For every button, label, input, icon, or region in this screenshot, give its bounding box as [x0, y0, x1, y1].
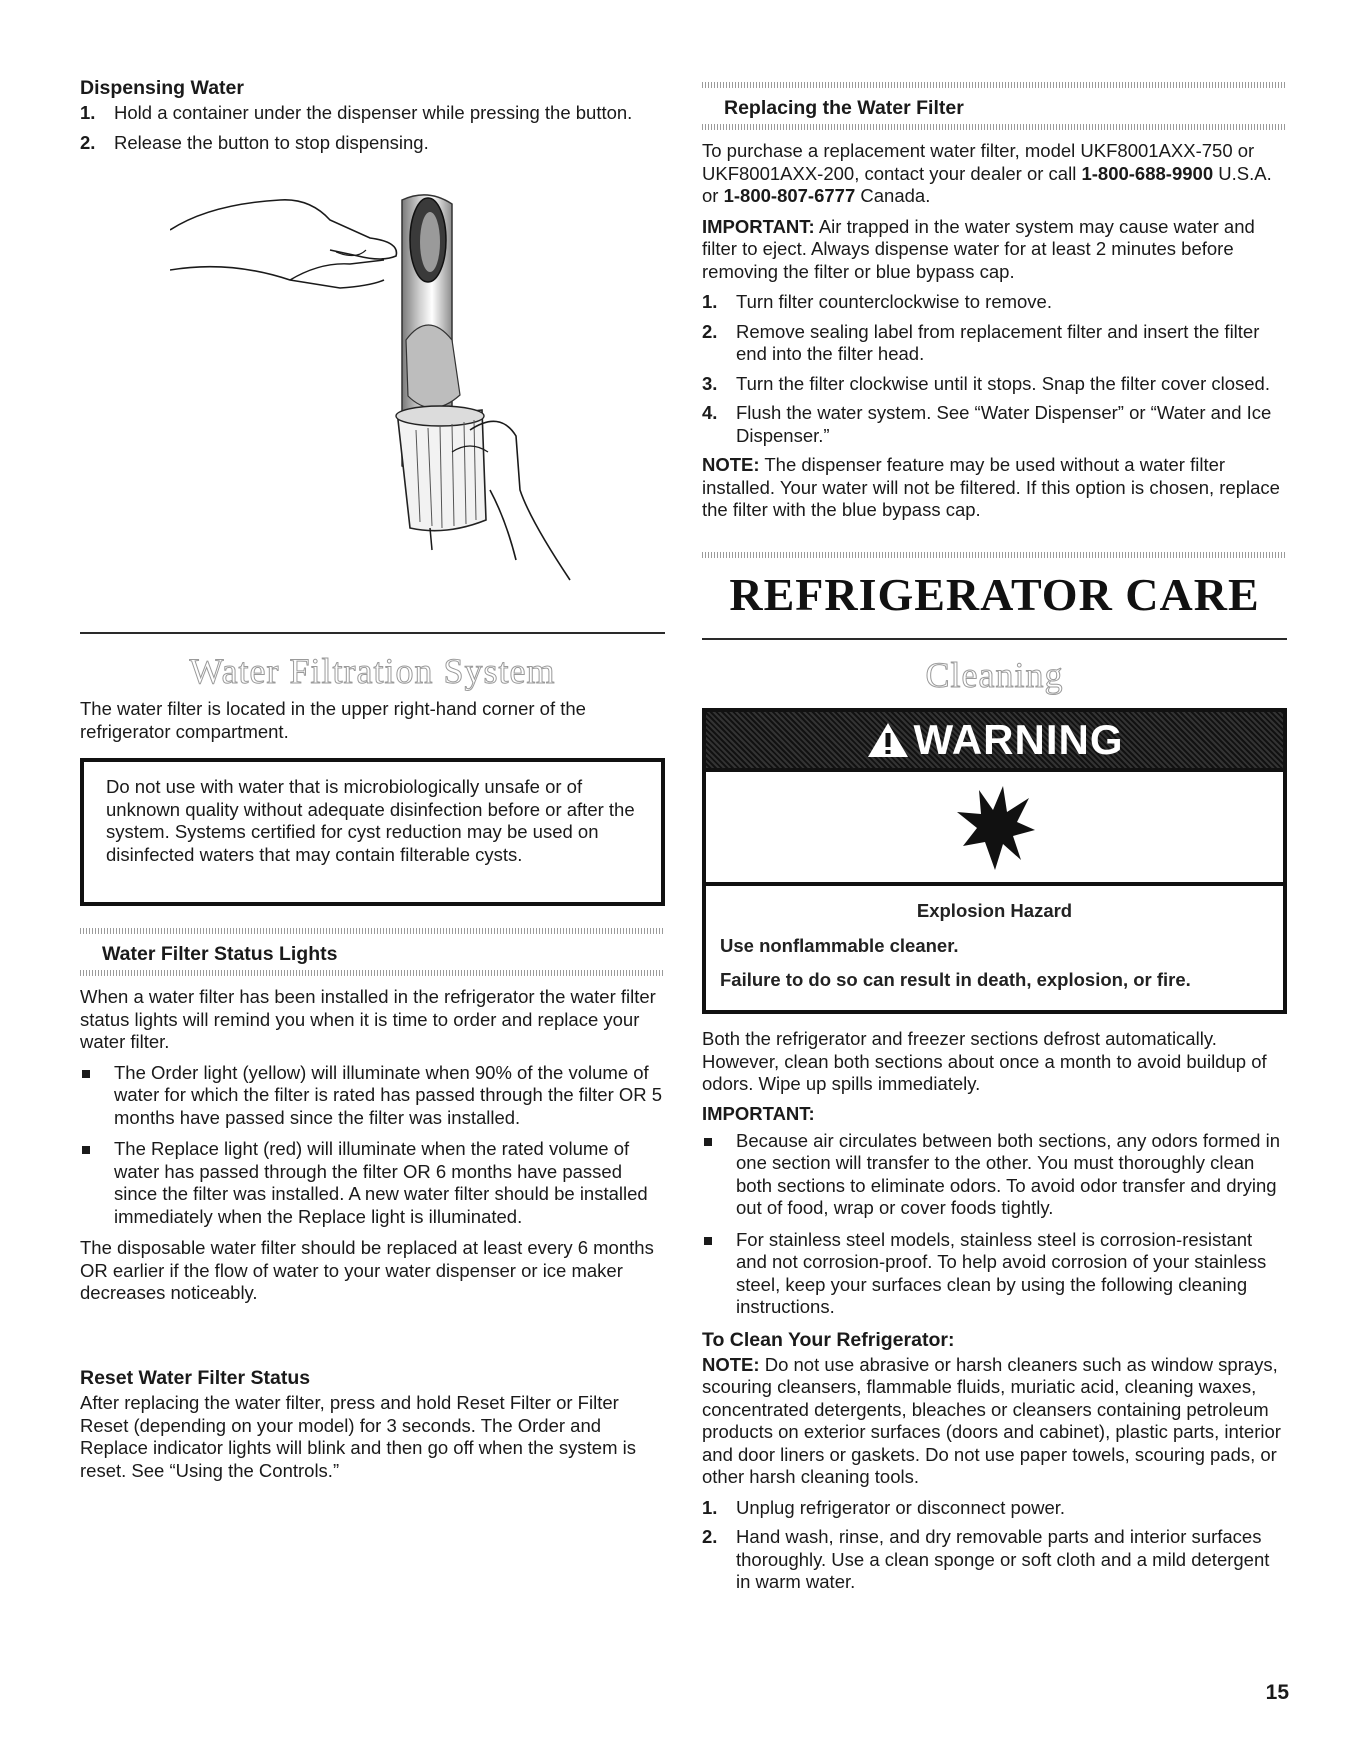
warning-header [706, 712, 1283, 772]
important-label: IMPORTANT: [702, 215, 815, 237]
clean-steps [702, 1497, 1287, 1594]
step-text: Hold a container under the dispenser while pressing the button. [114, 102, 633, 123]
status-lights-intro: When a water filter has been installed in the refrigerator the water filter status lights will remind you when it is time to order and replace your water filter. [80, 986, 656, 1052]
step-number: 2. [702, 320, 718, 342]
notice-text: Do not use with water that is microbiologically unsafe or of unknown quality without adequate disinfection before or after the system. Systems certified for cyst reduction may be used on disinfected waters that may contain filterable cysts. [106, 776, 635, 865]
defrost-text: Both the refrigerator and freezer sections defrost automatically. However, clean both sections about once a month to avoid buildup of odors. Wipe up spills immediately. [702, 1028, 1267, 1094]
purchase-text [702, 140, 1287, 208]
dotted-rule [702, 124, 1287, 130]
list-item [702, 321, 1287, 366]
status-lights-bullets [80, 1062, 665, 1229]
section-divider [80, 632, 665, 634]
warning-text [706, 886, 1283, 1016]
list-item: Because air circulates between both sections, any odors formed in one section will transfer to the other. You must thoroughly clean both sections to eliminate odors. To avoid odor transfer and drying out of food, wrap or cover foods tightly. [702, 1130, 1287, 1220]
dotted-rule [702, 82, 1287, 88]
care-title: REFRIGERATOR CARE [729, 569, 1260, 620]
list-item: The Replace light (red) will illuminate when the rated volume of water has passed through the filter OR 6 months have passed since the filter was installed. A new water filter should be installed immediately when the Replace light is illuminated. [80, 1138, 665, 1228]
step-text: Turn the filter clockwise until it stops. Snap the filter cover closed. [736, 372, 1270, 394]
important-text: Air trapped in the water system may cause water and filter to eject. Always dispense water for at least 2 minutes before removing the filter or blue bypass cap. [702, 215, 1255, 282]
dotted-rule [80, 928, 665, 934]
step-text: Flush the water system. See “Water Dispenser” or “Water and Ice Dispenser.” [736, 402, 1272, 446]
list-item [702, 291, 1287, 314]
explosion-icon [955, 784, 1035, 870]
step-number: 3. [702, 372, 718, 394]
dotted-rule [702, 552, 1287, 558]
step-number: 2. [80, 131, 96, 153]
list-item [702, 402, 1287, 447]
step-text: Remove sealing label from replacement filter and insert the filter end into the filter head. [736, 320, 1260, 364]
list-item [702, 373, 1287, 396]
dotted-rule [80, 970, 665, 976]
warning-line-1: Use nonflammable cleaner. [720, 935, 959, 956]
page-number: 15 [1265, 1681, 1289, 1704]
reset-heading: Reset Water Filter Status [80, 1367, 311, 1389]
note-label: NOTE: [702, 454, 760, 475]
important-heading: IMPORTANT: [702, 1102, 815, 1124]
reset-section [80, 1366, 665, 1482]
replacing-body [702, 140, 1287, 522]
replacing-heading: Replacing the Water Filter [724, 97, 964, 119]
hazard-title: Explosion Hazard [916, 900, 1073, 921]
warning-line-2: Failure to do so can result in death, explosion, or fire. [720, 969, 1191, 990]
clean-note [702, 1354, 1287, 1489]
purchase-text-c: Canada. [855, 185, 931, 206]
step-number: 2. [702, 1526, 718, 1547]
step-text: Release the button to stop dispensing. [114, 131, 429, 153]
important-paragraph [702, 216, 1287, 284]
step-number: 1. [702, 1496, 718, 1518]
cleaning-body [702, 1028, 1287, 1601]
clean-note-text: Do not use abrasive or harsh cleaners such as window sprays, scouring cleansers, flammable fluids, muriatic acid, cleaning waxes, concentrated detergents, bleaches or cleansers containing petroleum products on exterior surfaces (doors and cabinet), plastic parts, interior and door liners or gaskets. Do not use paper towels, scouring pads, or other harsh cleaning tools. [702, 1353, 1281, 1487]
step-number: 4. [702, 402, 718, 423]
list-item: For stainless steel models, stainless steel is corrosion-resistant and not corrosion-proof. To help avoid corrosion of your stainless steel, keep your surfaces clean by using the following cleaning instructions. [702, 1229, 1287, 1319]
list-item [702, 1497, 1287, 1520]
list-item [80, 102, 665, 125]
status-lights-closing: The disposable water filter should be replaced at least every 6 months OR earlier if the flow of water to your water dispenser or ice maker decreases noticeably. [80, 1237, 654, 1303]
step-text: Hand wash, rinse, and dry removable parts and interior surfaces thoroughly. Use a clean sponge or soft cloth and a mild detergent in warm water. [736, 1526, 1270, 1592]
warning-triangle-icon [866, 721, 910, 759]
step-number: 1. [80, 102, 96, 123]
step-number: 1. [702, 291, 718, 312]
purchase-text-a: To purchase a replacement water filter, model UKF8001AXX-750 or UKF8001AXX-200, contact your dealer or call [702, 140, 1255, 184]
list-item [80, 132, 665, 155]
dispensing-heading: Dispensing Water [80, 77, 244, 99]
status-lights-heading: Water Filter Status Lights [102, 943, 338, 965]
list-item [702, 1526, 1287, 1594]
filtration-title: Water Filtration System [189, 651, 556, 691]
section-divider [702, 638, 1287, 640]
warning-box [702, 708, 1287, 1014]
note-text: The dispenser feature may be used without a water filter installed. Your water will not be filtered. If this option is chosen, replace the filter with the blue bypass cap. [702, 454, 1280, 520]
note-paragraph [702, 454, 1287, 522]
reset-text: After replacing the water filter, press and hold Reset Filter or Filter Reset (depending on your model) for 3 seconds. The Order and Replace indicator lights will blink and then go off when the system is reset. See “Using the Controls.” [80, 1392, 636, 1481]
step-text: Turn filter counterclockwise to remove. [736, 291, 1052, 312]
step-text: Unplug refrigerator or disconnect power. [736, 1496, 1066, 1518]
clean-heading: To Clean Your Refrigerator: [702, 1328, 955, 1351]
cleaning-bullets [702, 1130, 1287, 1319]
phone-canada: 1-800-807-6777 [723, 185, 856, 206]
purchase-text-b: U.S.A. or [702, 162, 1272, 206]
warning-label: WARNING [913, 716, 1124, 763]
clean-note-label: NOTE: [702, 1353, 760, 1375]
dispensing-steps [80, 102, 665, 154]
phone-us: 1-800-688-9900 [1081, 162, 1214, 184]
notice-box [80, 758, 665, 906]
dispenser-illustration [170, 190, 590, 610]
filtration-intro: The water filter is located in the upper right-hand corner of the refrigerator compartment. [80, 698, 586, 742]
replacing-steps [702, 291, 1287, 447]
cleaning-title: Cleaning [925, 655, 1064, 695]
warning-icon-area [706, 772, 1283, 886]
status-lights-body [80, 986, 665, 1305]
list-item: The Order light (yellow) will illuminate when 90% of the volume of water for which the filter is rated has passed through the filter OR 5 months have passed since the filter was installed. [80, 1062, 665, 1130]
dispensing-section [80, 76, 665, 161]
